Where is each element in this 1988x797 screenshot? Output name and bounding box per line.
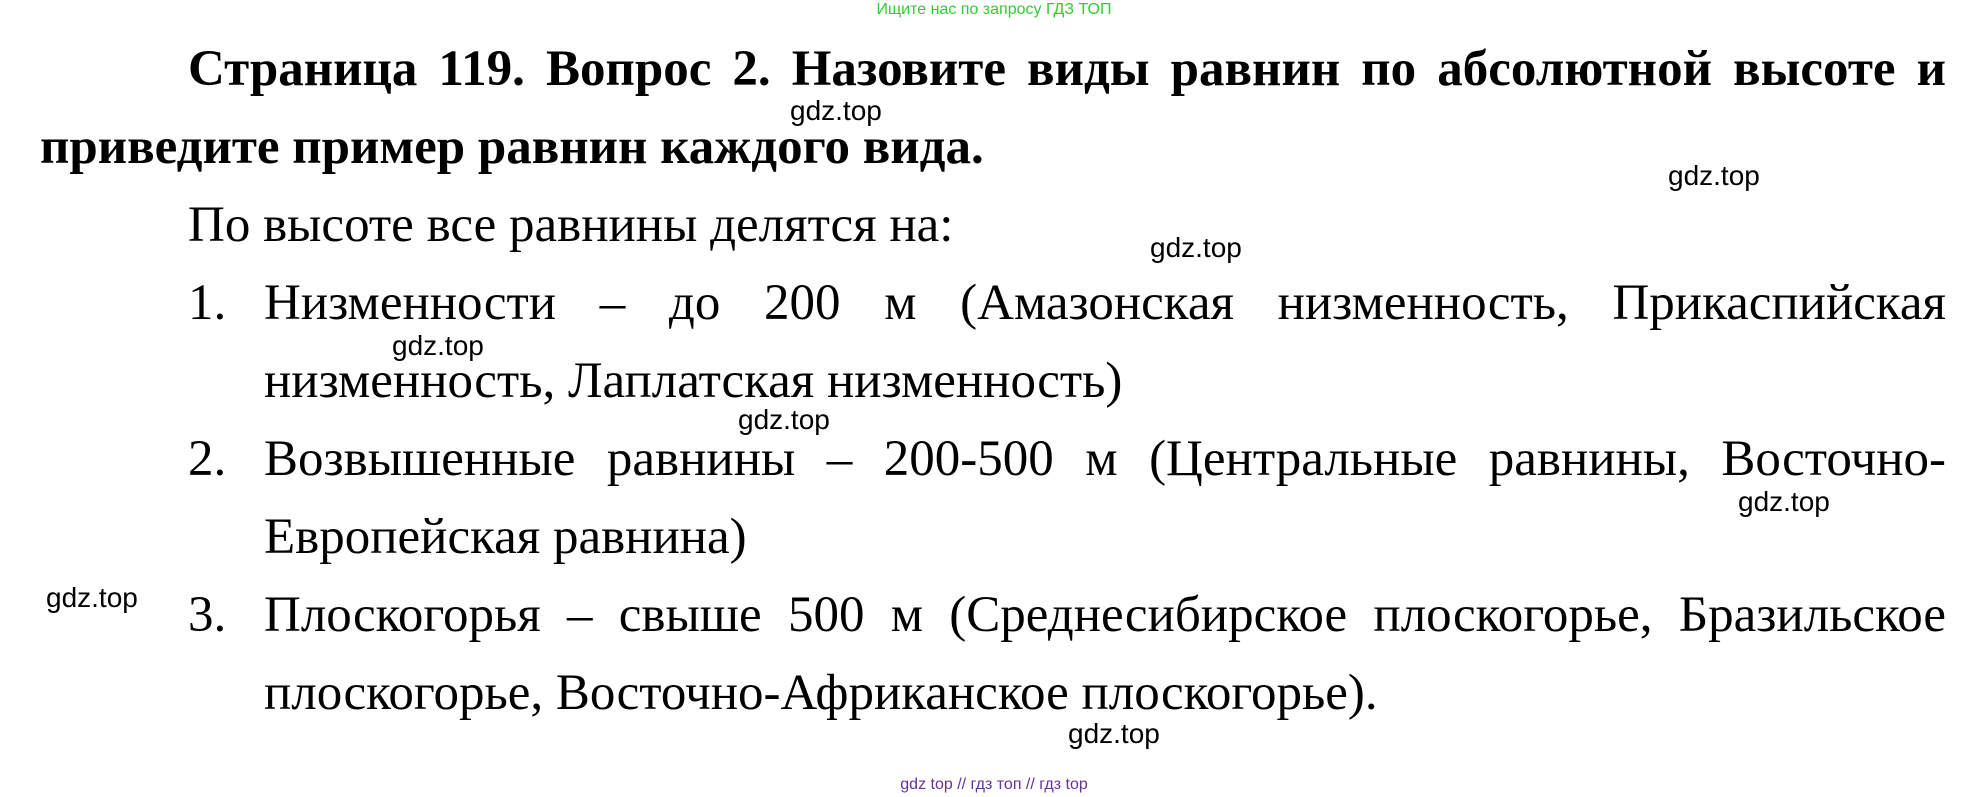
footer-text: gdz top // гдз топ // гдз top: [900, 776, 1088, 793]
watermark: gdz.top: [46, 582, 138, 613]
list-item: [40, 264, 1946, 420]
list-item-number: 3.: [188, 587, 227, 643]
watermark: gdz.top: [1668, 160, 1760, 191]
list-item-text: Плоскогорья – свыше 500 м (Среднесибирское плоскогорье, Бразильское плоскогорье, Восточно-Африканское плоскогорье).: [264, 587, 1946, 721]
question-heading: Страница 119. Вопрос 2. Назовите виды равнин по абсолютной высоте и приведите пример равнин каждого вида.: [40, 41, 1946, 175]
document-content: [40, 30, 1946, 732]
list-item-number: 2.: [188, 431, 227, 487]
top-banner: Ищите нас по запросу ГДЗ ТОП: [876, 1, 1112, 18]
list-item-text: Низменности – до 200 м (Амазонская низменность, Прикаспийская низменность, Лаплатская низменность): [264, 275, 1946, 409]
watermark: gdz.top: [1068, 718, 1160, 749]
watermark: gdz.top: [790, 95, 882, 126]
watermark: gdz.top: [1738, 486, 1830, 517]
watermark: gdz.top: [392, 330, 484, 361]
list-item-number: 1.: [188, 275, 227, 331]
watermark: gdz.top: [738, 404, 830, 435]
plains-list: [40, 264, 1946, 732]
list-item: [40, 576, 1946, 732]
watermark: gdz.top: [1150, 232, 1242, 263]
list-item: [40, 420, 1946, 576]
list-item-text: Возвышенные равнины – 200-500 м (Центральные равнины, Восточно-Европейская равнина): [264, 431, 1946, 565]
intro-text: По высоте все равнины делятся на:: [188, 197, 954, 253]
